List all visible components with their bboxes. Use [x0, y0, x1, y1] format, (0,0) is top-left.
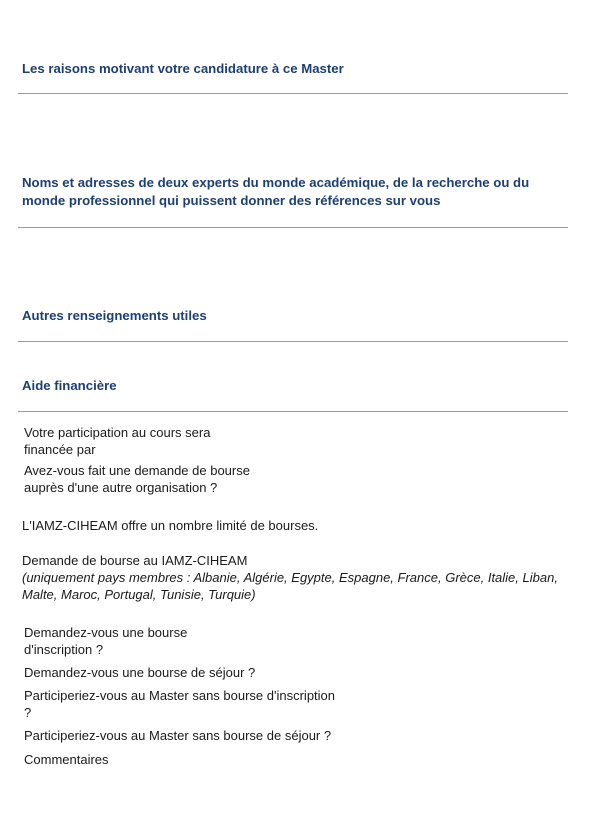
- heading-line: Noms et adresses de deux experts du monde académique, de la recherche ou du: [22, 175, 530, 190]
- note-line: Malte, Maroc, Portugal, Tunisie, Turquie): [22, 587, 256, 602]
- field-label-stay-scholarship: Demandez-vous une bourse de séjour ?: [24, 665, 256, 680]
- heading-line: monde professionnel qui puissent donner des références sur vous: [22, 193, 441, 208]
- field-label-without-stay-scholarship: Participeriez-vous au Master sans bourse de séjour ?: [24, 728, 332, 743]
- scholarship-eligibility-note: [22, 569, 558, 603]
- section-heading-experts: [22, 174, 567, 210]
- section-heading-financial-aid: Aide financière: [22, 378, 117, 393]
- section-divider: [18, 411, 568, 412]
- section-heading-reasons: Les raisons motivant votre candidature à ce Master: [22, 61, 344, 76]
- label-line: Votre participation au cours sera: [24, 425, 211, 440]
- section-divider: [18, 227, 568, 228]
- field-label-registration-scholarship: [24, 624, 187, 658]
- label-line: auprès d'une autre organisation ?: [24, 480, 218, 495]
- note-line: (uniquement pays membres : Albanie, Algérie, Egypte, Espagne, France, Grèce, Italie, Liban,: [22, 570, 558, 585]
- field-label-other-scholarship: [24, 462, 250, 496]
- label-line: d'inscription ?: [24, 642, 104, 657]
- label-line: Demandez-vous une bourse: [24, 625, 188, 640]
- scholarship-notice: L'IAMZ-CIHEAM offre un nombre limité de bourses.: [22, 518, 319, 533]
- field-label-comments: Commentaires: [24, 752, 109, 767]
- section-heading-other-info: Autres renseignements utiles: [22, 308, 207, 323]
- section-divider: [18, 341, 568, 342]
- field-label-without-registration-scholarship: [24, 687, 335, 721]
- label-line: ?: [24, 705, 32, 720]
- field-label-funding-source: [24, 424, 210, 458]
- section-divider: [18, 93, 568, 94]
- label-line: Avez-vous fait une demande de bourse: [24, 463, 250, 478]
- label-line: financée par: [24, 442, 96, 457]
- scholarship-request-title: Demande de bourse au IAMZ-CIHEAM: [22, 553, 248, 568]
- label-line: Participeriez-vous au Master sans bourse d'inscription: [24, 688, 336, 703]
